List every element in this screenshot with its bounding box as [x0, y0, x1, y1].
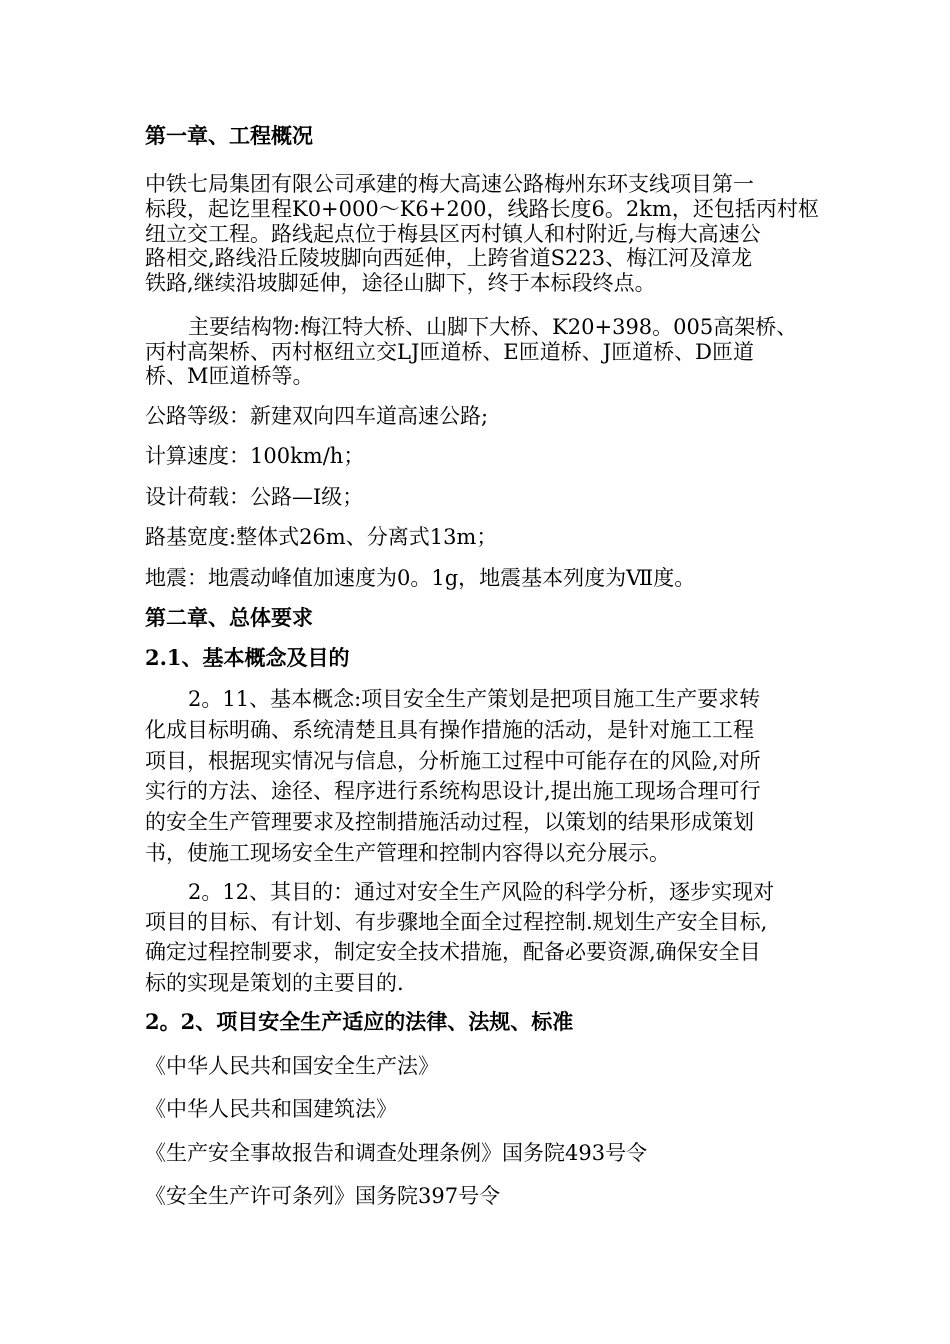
law-item: 《安全生产许可条列》国务院397号令: [145, 1184, 501, 1208]
purpose-line: 确定过程控制要求，制定安全技术措施，配备必要资源,确保安全目: [145, 940, 761, 964]
concept-line: 2。11、基本概念:项目安全生产策划是把项目施工生产要求转: [188, 687, 761, 711]
section-2-2-heading: 2。2、项目安全生产适应的法律、法规、标准: [145, 1009, 574, 1034]
purpose-line: 标的实现是策划的主要目的.: [145, 971, 404, 995]
purpose-line: 2。12、其目的：通过对安全生产风险的科学分析，逐步实现对: [188, 880, 775, 904]
chapter1-heading: 第一章、工程概况: [145, 123, 313, 148]
spec-design-load: 设计荷载：公路—I级；: [145, 485, 364, 509]
overview-line: 标段，起讫里程K0+000～K6+200，线路长度6。2km，还包括丙村枢: [145, 197, 819, 221]
law-item: 《生产安全事故报告和调查处理条例》国务院493号令: [145, 1141, 648, 1165]
purpose-line: 项目的目标、有计划、有步骤地全面全过程控制.规划生产安全目标,: [145, 910, 768, 934]
overview-line: 铁路,继续沿坡脚延伸，途径山脚下，终于本标段终点。: [145, 271, 656, 295]
law-item: 《中华人民共和国建筑法》: [145, 1097, 397, 1121]
section-2-1-heading: 2.1、基本概念及目的: [145, 645, 350, 670]
overview-line: 中铁七局集团有限公司承建的梅大高速公路梅州东环支线项目第一: [145, 172, 754, 196]
spec-subgrade-width: 路基宽度:整体式26m、分离式13m；: [145, 525, 498, 549]
spec-highway-grade: 公路等级：新建双向四车道高速公路;: [145, 404, 489, 428]
structures-line: 桥、M匝道桥等。: [145, 364, 314, 388]
concept-line: 化成目标明确、系统清楚且具有操作措施的活动，是针对施工工程: [145, 718, 754, 742]
concept-line: 实行的方法、途径、程序进行系统构思设计,提出施工现场合理可行: [145, 779, 761, 803]
structures-line: 丙村高架桥、丙村枢纽立交LJ匝道桥、E匝道桥、J匝道桥、D匝道: [145, 340, 754, 364]
concept-line: 书，使施工现场安全生产管理和控制内容得以充分展示。: [145, 841, 670, 865]
concept-line: 项目，根据现实情况与信息，分析施工过程中可能存在的风险,对所: [145, 749, 761, 773]
chapter2-heading: 第二章、总体要求: [145, 605, 313, 630]
concept-line: 的安全生产管理要求及控制措施活动过程，以策划的结果形成策划: [145, 810, 754, 834]
structures-line: 主要结构物:梅江特大桥、山脚下大桥、K20+398。005高架桥、: [188, 315, 798, 339]
overview-line: 路相交,路线沿丘陵坡脚向西延伸，上跨省道S223、梅江河及漳龙: [145, 246, 753, 270]
overview-line: 纽立交工程。路线起点位于梅县区丙村镇人和村附近,与梅大高速公: [145, 222, 761, 246]
spec-seismic: 地震：地震动峰值加速度为0。1g，地震基本列度为Ⅶ度。: [145, 566, 696, 590]
spec-design-speed: 计算速度：100km/h；: [145, 444, 365, 468]
law-item: 《中华人民共和国安全生产法》: [145, 1054, 439, 1078]
